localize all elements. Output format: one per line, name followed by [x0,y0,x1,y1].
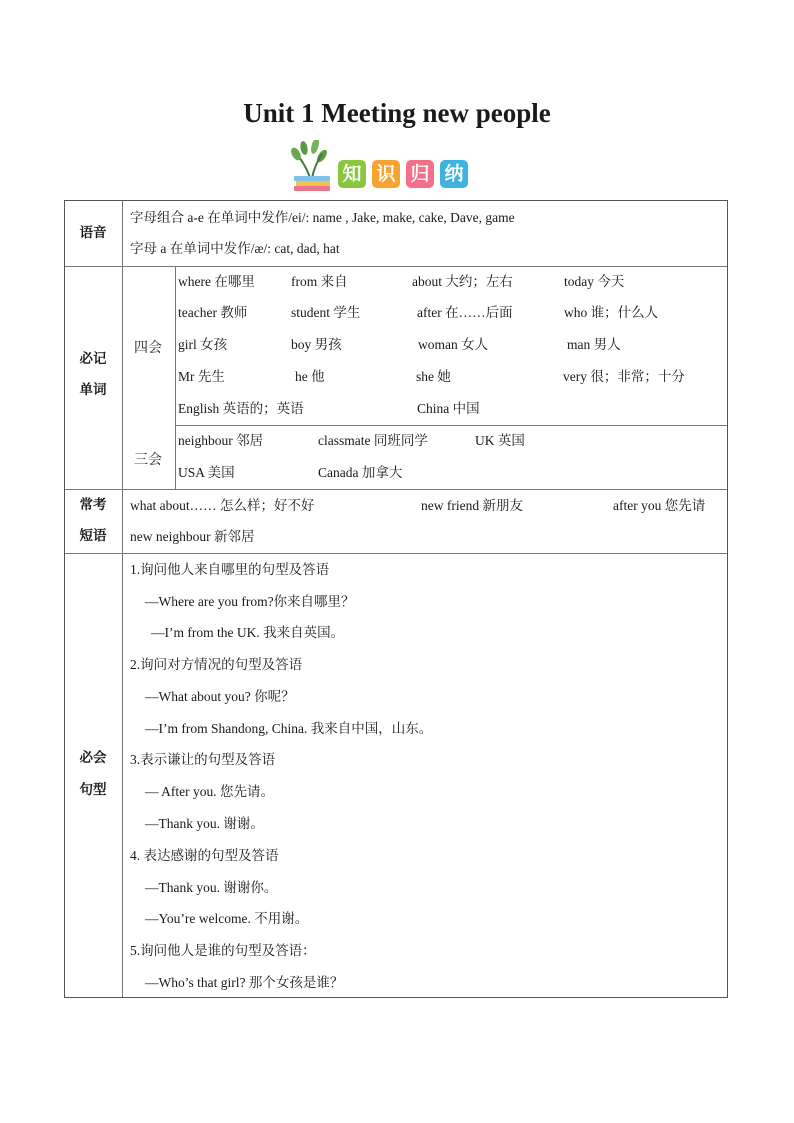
page-title: Unit 1 Meeting new people [243,98,551,128]
word-item: he 他 [295,369,325,384]
four-skills-label: 四会 [134,340,162,356]
word-item: where 在哪里 [178,274,255,289]
banner-char-2: 识 [372,160,400,188]
sentence-heading: 1.询问他人来自哪里的句型及答语 [130,562,330,577]
phrase-item: new friend 新朋友 [421,498,523,513]
sentence-heading: 3.表示谦让的句型及答语 [130,752,276,767]
banner-char-4: 纳 [440,160,468,188]
row-divider [65,489,727,490]
sentence-heading: 4. 表达感谢的句型及答语 [130,848,279,863]
sentence-line: —Thank you. 谢谢。 [145,816,264,831]
word-item: boy 男孩 [291,337,342,352]
knowledge-banner [288,140,488,194]
word-item: student 学生 [291,305,361,320]
sentences-label-top: 必会 [79,750,107,766]
phrases-label-top: 常考 [79,497,107,513]
phrase-item: after you 您先请 [613,498,706,513]
sentence-line: —Who’s that girl? 那个女孩是谁？ [145,975,344,990]
sentence-line: —I’m from Shandong, China. 我来自中国，山东。 [145,721,433,736]
sentence-line: —Thank you. 谢谢你。 [145,880,278,895]
word-item: UK 英国 [475,433,525,448]
column-divider [122,201,123,997]
plant-books-icon [288,140,336,194]
word-item: teacher 教师 [178,305,248,320]
phrase-item: what about…… 怎么样；好不好 [130,498,315,513]
phrases-label-bottom: 短语 [79,528,107,544]
word-item: very 很；非常；十分 [563,369,685,384]
word-item: USA 美国 [178,465,235,480]
banner-char-1: 知 [338,160,366,188]
word-item: English 英语的；英语 [178,401,304,416]
summary-table [64,200,728,998]
phrase-item: new neighbour 新邻居 [130,529,255,544]
word-item: today 今天 [564,274,625,289]
word-item: Canada 加拿大 [318,465,403,480]
sentences-label-bottom: 句型 [79,782,107,798]
sentence-line: — After you. 您先请。 [145,784,274,799]
sentence-heading: 2.询问对方情况的句型及答语 [130,657,303,672]
word-item: who 谁；什么人 [564,305,659,320]
sentence-heading: 5.询问他人是谁的句型及答语： [130,943,316,958]
row-divider [65,553,727,554]
vocab-label-top: 必记 [79,351,107,367]
word-item: classmate 同班同学 [318,433,428,448]
row-divider [65,266,727,267]
three-skills-label: 三会 [134,452,162,468]
column-divider [175,266,176,489]
vocab-label-bottom: 单词 [79,382,107,398]
word-item: woman 女人 [418,337,489,352]
phonics-label: 语音 [79,225,107,241]
word-item: after 在……后面 [417,305,513,320]
sentence-line: —I’m from the UK. 我来自英国。 [151,625,345,640]
word-item: she 她 [416,369,451,384]
phonics-line: 字母组合 a-e 在单词中发作/ei/: name , Jake, make, cake, Dave, game [130,210,515,225]
banner-char-3: 归 [406,160,434,188]
word-item: Mr 先生 [178,369,225,384]
word-item: man 男人 [567,337,621,352]
word-item: neighbour 邻居 [178,433,264,448]
word-item: girl 女孩 [178,337,228,352]
sentence-line: —Where are you from?你来自哪里？ [145,594,355,609]
word-item: from 来自 [291,274,348,289]
word-item: about 大约；左右 [412,274,513,289]
phonics-line: 字母 a 在单词中发作/æ/: cat, dad, hat [130,241,340,256]
sentence-line: —What about you? 你呢？ [145,689,295,704]
sentence-line: —You’re welcome. 不用谢。 [145,911,309,926]
row-divider [175,425,727,426]
word-item: China 中国 [417,401,480,416]
